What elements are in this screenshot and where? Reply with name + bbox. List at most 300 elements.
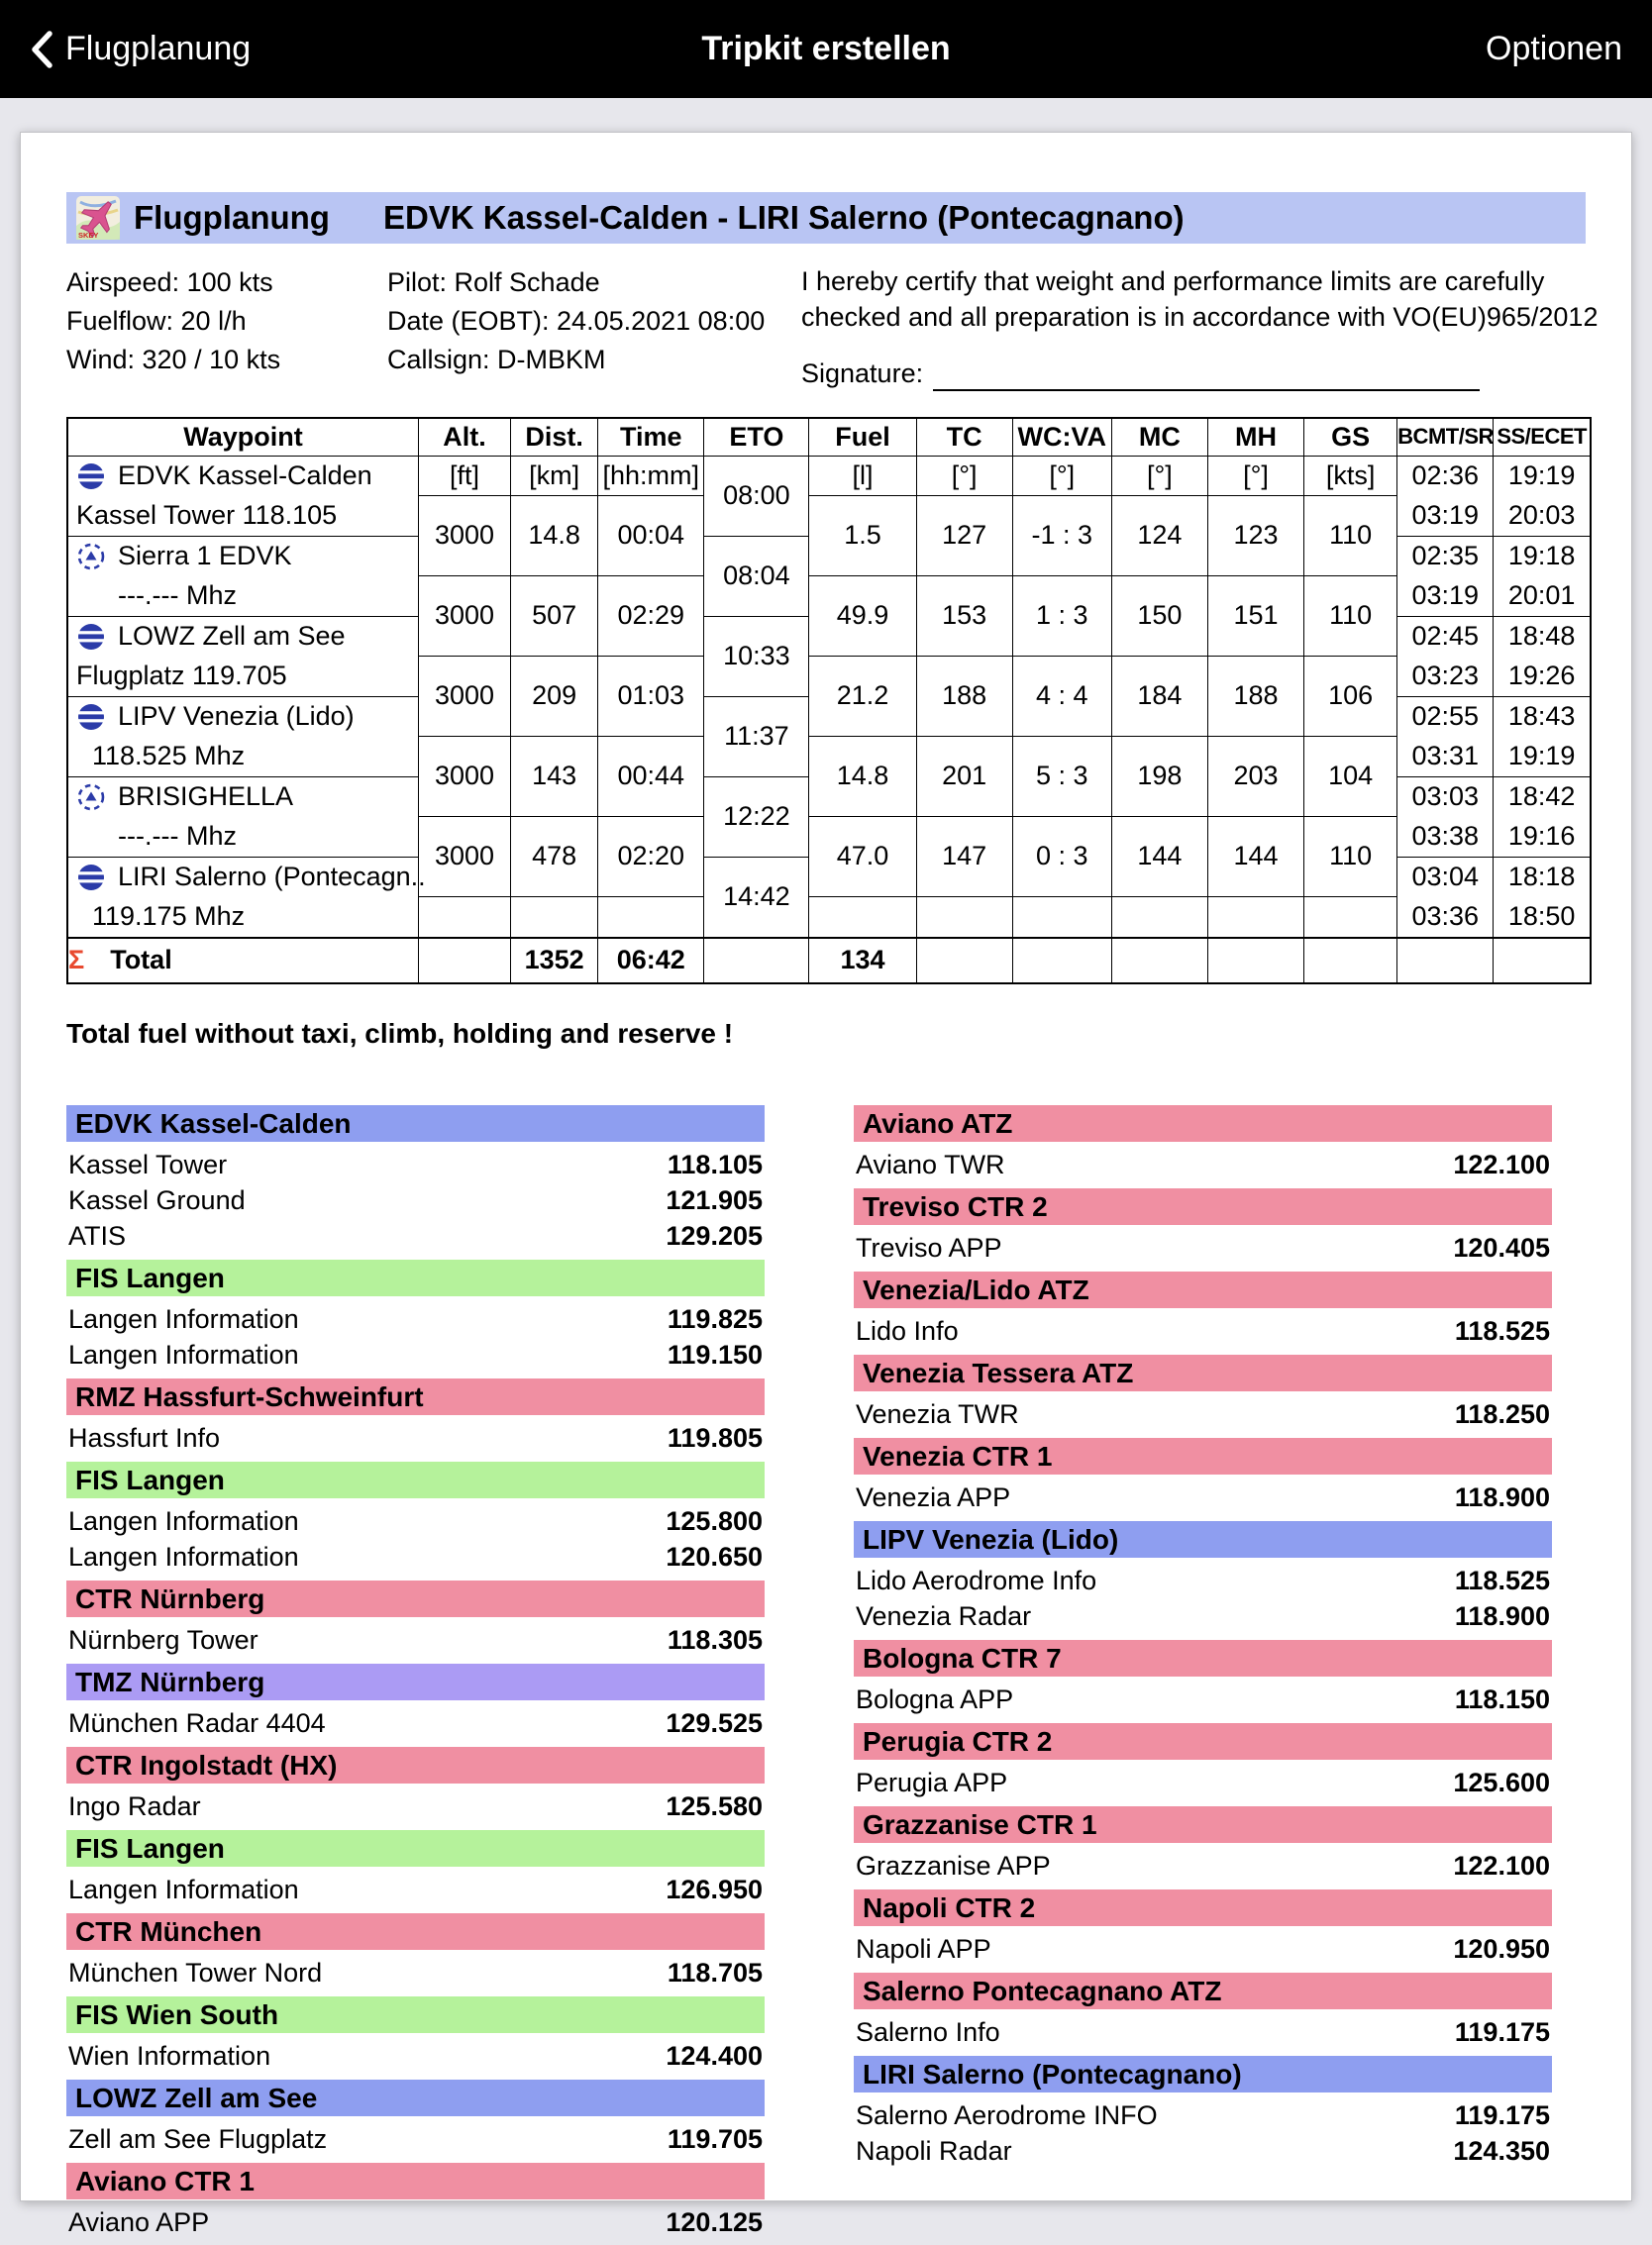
- freq-row: [66, 1147, 765, 1182]
- ss-ecet-cell: [1494, 857, 1591, 938]
- freq-value: 118.525: [1454, 1315, 1550, 1346]
- col-header-dist: Dist.: [511, 418, 598, 456]
- leg-wcva: -1 : 3: [1012, 495, 1111, 575]
- sr-value: 03:31: [1411, 741, 1480, 770]
- svg-text:SKEY: SKEY: [78, 231, 99, 240]
- freq-section: [854, 1889, 1552, 1967]
- page-title: Tripkit erstellen: [701, 30, 951, 67]
- freq-section: [854, 1640, 1552, 1717]
- freq-section-header: FIS Langen: [66, 1830, 765, 1867]
- unit-dist: [km]: [511, 456, 598, 495]
- chevron-left-icon: [30, 30, 53, 69]
- freq-section-header: LIRI Salerno (Pontecagnano): [854, 2056, 1552, 2092]
- freq-station-name: Hassfurt Info: [68, 1422, 221, 1453]
- signature-line: [933, 361, 1480, 391]
- bcmt-sr-cell: [1397, 616, 1494, 696]
- reporting-point-icon: [76, 782, 106, 812]
- ecet-value: 19:16: [1507, 821, 1576, 851]
- freq-section: [854, 1188, 1552, 1266]
- ss-ecet-cell: [1494, 536, 1591, 616]
- freq-station-name: Zell am See Flugplatz: [68, 2123, 328, 2154]
- ss-ecet-cell: [1494, 616, 1591, 696]
- freq-value: 121.905: [666, 1184, 763, 1215]
- freq-row: [66, 2121, 765, 2157]
- col-header-mc: MC: [1111, 418, 1207, 456]
- leg-wcva: 1 : 3: [1012, 575, 1111, 656]
- freq-value: 119.705: [667, 2123, 763, 2154]
- freq-value: 120.125: [666, 2206, 763, 2237]
- freq-row: [66, 1539, 765, 1575]
- leg-alt: 3000: [418, 736, 510, 816]
- freq-value: 126.950: [666, 1874, 763, 1904]
- total-label-cell: [67, 938, 418, 983]
- options-button[interactable]: Optionen: [1486, 30, 1622, 67]
- waypoint-name: EDVK Kassel-Calden: [118, 460, 372, 490]
- freq-row: [66, 1955, 765, 1990]
- leg-gs: 110: [1304, 816, 1397, 897]
- col-header-mh: MH: [1207, 418, 1303, 456]
- freq-row: [66, 1182, 765, 1218]
- freq-section: [854, 2056, 1552, 2169]
- airport-icon: [76, 863, 106, 892]
- col-header-bcmt-sr: BCMT/SR: [1397, 418, 1494, 456]
- freq-value: 119.825: [667, 1303, 763, 1334]
- freq-section: [854, 1806, 1552, 1884]
- freq-value: 118.105: [667, 1149, 763, 1179]
- ecet-value: 20:03: [1507, 500, 1576, 530]
- total-row: [67, 938, 1591, 983]
- ss-value: 19:18: [1507, 541, 1576, 570]
- waypoint-frequency: 119.175 Mhz: [92, 901, 246, 931]
- fuel-note: Total fuel without taxi, climb, holding and reserve !: [66, 1017, 734, 1049]
- freq-value: 120.950: [1453, 1933, 1550, 1964]
- ecet-value: 20:01: [1507, 580, 1576, 610]
- freq-value: 118.150: [1454, 1684, 1550, 1714]
- eto-value: 14:42: [704, 857, 809, 938]
- eto-value: 08:00: [704, 456, 809, 536]
- freq-row: [854, 1563, 1552, 1598]
- leg-tc: 201: [916, 736, 1012, 816]
- waypoint-cell: [67, 616, 418, 696]
- freq-section: [66, 1996, 765, 2074]
- leg-fuel: 14.8: [809, 736, 916, 816]
- leg-time: 02:20: [598, 816, 704, 897]
- unit-time: [hh:mm]: [598, 456, 704, 495]
- airport-icon: [76, 461, 106, 491]
- frequency-lists: [66, 1105, 1586, 2245]
- certify-text-line2: checked and all preparation is in accordance with VO(EU)965/2012: [801, 302, 1599, 332]
- leg-mc: 150: [1111, 575, 1207, 656]
- leg-time: 01:03: [598, 656, 704, 736]
- waypoint-name: LIPV Venezia (Lido): [118, 701, 355, 731]
- ss-value: 18:42: [1507, 781, 1576, 811]
- certify-text-line1: I hereby certify that weight and performance limits are carefully: [801, 266, 1545, 296]
- freq-value: 118.525: [1454, 1565, 1550, 1595]
- freq-row: [854, 1147, 1552, 1182]
- freq-station-name: Venezia TWR: [856, 1398, 1019, 1429]
- date-eobt-value: Date (EOBT): 24.05.2021 08:00: [387, 306, 766, 336]
- freq-row: [66, 1301, 765, 1337]
- unit-mh: [°]: [1207, 456, 1303, 495]
- leg-mc: 144: [1111, 816, 1207, 897]
- freq-section-header: CTR München: [66, 1913, 765, 1950]
- freq-value: 120.650: [666, 1541, 763, 1572]
- airspeed-value: Airspeed: 100 kts: [66, 267, 273, 297]
- freq-section: [66, 1105, 765, 1254]
- freq-station-name: Napoli APP: [856, 1933, 991, 1964]
- back-button[interactable]: [30, 30, 251, 69]
- leg-fuel: 21.2: [809, 656, 916, 736]
- leg-dist: 209: [511, 656, 598, 736]
- fuelflow-value: Fuelflow: 20 l/h: [66, 306, 247, 336]
- freq-section-header: Napoli CTR 2: [854, 1889, 1552, 1926]
- col-header-tc: TC: [916, 418, 1012, 456]
- leg-tc: 147: [916, 816, 1012, 897]
- freq-station-name: Napoli Radar: [856, 2135, 1012, 2166]
- leg-gs: 110: [1304, 495, 1397, 575]
- leg-tc: 188: [916, 656, 1012, 736]
- navlog-table: [66, 417, 1592, 984]
- freq-section: [854, 1521, 1552, 1634]
- sr-value: 03:19: [1411, 580, 1480, 610]
- freq-row: [854, 1765, 1552, 1800]
- leg-dist: 507: [511, 575, 598, 656]
- leg-mh: 144: [1207, 816, 1303, 897]
- unit-gs: [kts]: [1304, 456, 1397, 495]
- freq-section: [66, 1378, 765, 1456]
- unit-alt: [ft]: [418, 456, 510, 495]
- waypoint-name: BRISIGHELLA: [118, 781, 294, 811]
- freq-station-name: Aviano APP: [68, 2206, 210, 2237]
- col-header-waypoint: Waypoint: [67, 418, 418, 456]
- freq-section-header: Venezia CTR 1: [854, 1438, 1552, 1475]
- freq-row: [854, 1480, 1552, 1515]
- freq-row: [854, 2014, 1552, 2050]
- freq-section-header: Perugia CTR 2: [854, 1723, 1552, 1760]
- col-header-ss-ecet: SS/ECET: [1494, 418, 1591, 456]
- freq-value: 125.600: [1453, 1767, 1550, 1797]
- freq-station-name: ATIS: [68, 1220, 127, 1251]
- ecet-value: 19:26: [1507, 661, 1576, 690]
- bcmt-value: 03:03: [1411, 781, 1480, 811]
- freq-section-header: Grazzanise CTR 1: [854, 1806, 1552, 1843]
- waypoint-cell: [67, 857, 426, 938]
- doc-header: [66, 192, 1586, 244]
- leg-dist: 143: [511, 736, 598, 816]
- freq-station-name: Kassel Ground: [68, 1184, 246, 1215]
- doc-route-title: EDVK Kassel-Calden - LIRI Salerno (Pontecagnano): [382, 199, 1185, 236]
- waypoint-cell: [67, 456, 418, 536]
- bcmt-value: 02:36: [1411, 460, 1480, 490]
- ss-ecet-cell: [1494, 776, 1591, 857]
- leg-mh: 123: [1207, 495, 1303, 575]
- freq-section-header: LOWZ Zell am See: [66, 2080, 765, 2116]
- details-pilot-column: [387, 263, 801, 391]
- freq-station-name: Langen Information: [68, 1303, 299, 1334]
- freq-value: 120.405: [1453, 1232, 1550, 1263]
- freq-station-name: Perugia APP: [856, 1767, 1008, 1797]
- freq-station-name: Langen Information: [68, 1505, 299, 1536]
- freq-section-header: FIS Langen: [66, 1260, 765, 1296]
- freq-row: [66, 1705, 765, 1741]
- freq-value: 118.705: [667, 1957, 763, 1988]
- waypoint-frequency: ---.--- Mhz: [118, 580, 237, 610]
- airport-icon: [76, 622, 106, 652]
- freq-section-header: Treviso CTR 2: [854, 1188, 1552, 1225]
- freq-station-name: Venezia APP: [856, 1481, 1011, 1512]
- waypoint-name: LIRI Salerno (Pontecagn..: [118, 862, 426, 891]
- freq-value: 122.100: [1453, 1850, 1550, 1881]
- leg-mh: 188: [1207, 656, 1303, 736]
- freq-station-name: Nürnberg Tower: [68, 1624, 258, 1655]
- bcmt-value: 02:45: [1411, 621, 1480, 651]
- freq-section-header: Aviano CTR 1: [66, 2163, 765, 2199]
- col-header-fuel: Fuel: [809, 418, 916, 456]
- freq-row: [854, 1396, 1552, 1432]
- waypoint-frequency: Kassel Tower 118.105: [76, 500, 338, 530]
- top-navbar: [0, 0, 1652, 98]
- leg-mc: 124: [1111, 495, 1207, 575]
- flight-details: [66, 263, 1599, 391]
- leg-alt: 3000: [418, 656, 510, 736]
- freq-row: [66, 1872, 765, 1907]
- freq-section-header: CTR Nürnberg: [66, 1581, 765, 1617]
- freq-section: [854, 1438, 1552, 1515]
- freq-section-header: Aviano ATZ: [854, 1105, 1552, 1142]
- waypoint-cell: [67, 536, 418, 616]
- details-performance-column: [66, 263, 387, 391]
- waypoint-cell: [67, 776, 418, 857]
- sr-value: 03:23: [1411, 661, 1480, 690]
- app-logo-icon: [76, 196, 120, 240]
- reporting-point-icon: [76, 542, 106, 571]
- freq-station-name: Lido Info: [856, 1315, 959, 1346]
- unit-tc: [°]: [916, 456, 1012, 495]
- freq-section-header: Salerno Pontecagnano ATZ: [854, 1973, 1552, 2009]
- total-label: Total: [110, 945, 172, 974]
- eto-value: 10:33: [704, 616, 809, 696]
- freq-value: 125.580: [666, 1790, 763, 1821]
- freq-value: 118.900: [1454, 1481, 1550, 1512]
- bcmt-sr-cell: [1397, 857, 1494, 938]
- leg-tc: 153: [916, 575, 1012, 656]
- bcmt-sr-cell: [1397, 696, 1494, 776]
- waypoint-frequency: ---.--- Mhz: [118, 821, 237, 851]
- ss-ecet-cell: [1494, 696, 1591, 776]
- doc-app-title: Flugplanung: [134, 199, 330, 236]
- wind-value: Wind: 320 / 10 kts: [66, 345, 281, 374]
- frequency-column-right: [854, 1105, 1552, 2245]
- freq-value: 119.805: [667, 1422, 763, 1453]
- freq-section: [66, 2080, 765, 2157]
- freq-station-name: Lido Aerodrome Info: [856, 1565, 1097, 1595]
- freq-section: [854, 1973, 1552, 2050]
- bcmt-sr-cell: [1397, 536, 1494, 616]
- freq-section-header: LIPV Venezia (Lido): [854, 1521, 1552, 1558]
- ecet-value: 19:19: [1507, 741, 1576, 770]
- freq-row: [854, 2133, 1552, 2169]
- freq-station-name: München Radar 4404: [68, 1707, 326, 1738]
- eto-value: 08:04: [704, 536, 809, 616]
- freq-station-name: Kassel Tower: [68, 1149, 228, 1179]
- freq-station-name: Venezia Radar: [856, 1600, 1032, 1631]
- unit-wcva: [°]: [1012, 456, 1111, 495]
- freq-value: 125.800: [666, 1505, 763, 1536]
- waypoint-frequency: 118.525 Mhz: [92, 741, 246, 770]
- freq-section: [854, 1105, 1552, 1182]
- freq-section-header: RMZ Hassfurt-Schweinfurt: [66, 1378, 765, 1415]
- leg-gs: 106: [1304, 656, 1397, 736]
- freq-row: [854, 1598, 1552, 1634]
- freq-section-header: CTR Ingolstadt (HX): [66, 1747, 765, 1784]
- sr-value: 03:38: [1411, 821, 1480, 851]
- frequency-column-left: [66, 1105, 765, 2245]
- bcmt-value: 02:55: [1411, 701, 1480, 731]
- freq-station-name: Grazzanise APP: [856, 1850, 1051, 1881]
- freq-station-name: München Tower Nord: [68, 1957, 323, 1988]
- sigma-icon: Σ: [68, 945, 85, 974]
- navlog-header-row: [67, 418, 1591, 456]
- freq-value: 129.525: [666, 1707, 763, 1738]
- back-button-label: Flugplanung: [65, 30, 252, 67]
- ss-ecet-cell: [1494, 456, 1591, 536]
- total-fuel: 134: [809, 938, 916, 983]
- freq-value: 119.175: [1454, 2016, 1550, 2047]
- freq-value: 118.305: [667, 1624, 763, 1655]
- bcmt-value: 02:35: [1411, 541, 1480, 570]
- freq-station-name: Bologna APP: [856, 1684, 1014, 1714]
- leg-mh: 203: [1207, 736, 1303, 816]
- freq-station-name: Salerno Info: [856, 2016, 1000, 2047]
- freq-section: [66, 1581, 765, 1658]
- sr-value: 03:36: [1411, 901, 1480, 931]
- ss-value: 19:19: [1507, 460, 1576, 490]
- total-dist: 1352: [511, 938, 598, 983]
- eto-value: 12:22: [704, 776, 809, 857]
- freq-section: [854, 1272, 1552, 1349]
- freq-station-name: Langen Information: [68, 1339, 299, 1370]
- unit-fuel: [l]: [809, 456, 916, 495]
- ecet-value: 18:50: [1507, 901, 1576, 931]
- col-header-eto: ETO: [704, 418, 809, 456]
- certification-block: [801, 263, 1598, 391]
- freq-section-header: TMZ Nürnberg: [66, 1664, 765, 1700]
- leg-fuel: 47.0: [809, 816, 916, 897]
- freq-row: [854, 1848, 1552, 1884]
- leg-dist: 14.8: [511, 495, 598, 575]
- freq-section-header: FIS Langen: [66, 1462, 765, 1498]
- freq-row: [854, 1682, 1552, 1717]
- freq-row: [66, 1788, 765, 1824]
- airport-icon: [76, 702, 106, 732]
- freq-section: [854, 1723, 1552, 1800]
- waypoint-cell: [67, 696, 418, 776]
- leg-gs: 104: [1304, 736, 1397, 816]
- col-header-time: Time: [598, 418, 704, 456]
- leg-mc: 198: [1111, 736, 1207, 816]
- waypoint-frequency: Flugplatz 119.705: [76, 661, 287, 690]
- freq-station-name: Treviso APP: [856, 1232, 1002, 1263]
- leg-fuel: 49.9: [809, 575, 916, 656]
- freq-station-name: Langen Information: [68, 1874, 299, 1904]
- total-time: 06:42: [598, 938, 704, 983]
- freq-row: [854, 2097, 1552, 2133]
- freq-row: [854, 1230, 1552, 1266]
- sr-value: 03:19: [1411, 500, 1480, 530]
- signature-label: Signature:: [801, 358, 924, 388]
- ss-value: 18:18: [1507, 862, 1576, 891]
- freq-section: [66, 1830, 765, 1907]
- freq-section: [66, 1913, 765, 1990]
- freq-row: [854, 1313, 1552, 1349]
- freq-station-name: Ingo Radar: [68, 1790, 201, 1821]
- freq-row: [854, 1931, 1552, 1967]
- leg-tc: 127: [916, 495, 1012, 575]
- pilot-value: Pilot: Rolf Schade: [387, 267, 600, 297]
- leg-fuel: 1.5: [809, 495, 916, 575]
- callsign-value: Callsign: D-MBKM: [387, 345, 606, 374]
- freq-row: [66, 2038, 765, 2074]
- bcmt-value: 03:04: [1411, 862, 1480, 891]
- freq-value: 119.175: [1454, 2099, 1550, 2130]
- freq-section: [66, 2163, 765, 2240]
- freq-section: [66, 1260, 765, 1373]
- leg-alt: 3000: [418, 575, 510, 656]
- freq-value: 122.100: [1453, 1149, 1550, 1179]
- freq-section-header: Venezia/Lido ATZ: [854, 1272, 1552, 1308]
- freq-section: [66, 1664, 765, 1741]
- freq-value: 118.900: [1454, 1600, 1550, 1631]
- bcmt-sr-cell: [1397, 456, 1494, 536]
- freq-row: [66, 1503, 765, 1539]
- waypoint-name: LOWZ Zell am See: [118, 621, 346, 651]
- freq-row: [66, 2204, 765, 2240]
- leg-dist: 478: [511, 816, 598, 897]
- freq-section-header: Bologna CTR 7: [854, 1640, 1552, 1677]
- leg-time: 00:44: [598, 736, 704, 816]
- leg-alt: 3000: [418, 816, 510, 897]
- freq-value: 118.250: [1454, 1398, 1550, 1429]
- leg-time: 02:29: [598, 575, 704, 656]
- freq-value: 124.350: [1453, 2135, 1550, 2166]
- ss-value: 18:43: [1507, 701, 1576, 731]
- leg-time: 00:04: [598, 495, 704, 575]
- freq-station-name: Salerno Aerodrome INFO: [856, 2099, 1158, 2130]
- freq-row: [66, 1337, 765, 1373]
- freq-section: [854, 1355, 1552, 1432]
- freq-station-name: Wien Information: [68, 2040, 271, 2071]
- waypoint-name: Sierra 1 EDVK: [118, 541, 292, 570]
- leg-mc: 184: [1111, 656, 1207, 736]
- freq-row: [66, 1420, 765, 1456]
- freq-section-header: EDVK Kassel-Calden: [66, 1105, 765, 1142]
- freq-station-name: Aviano TWR: [856, 1149, 1005, 1179]
- freq-section: [66, 1462, 765, 1575]
- bcmt-sr-cell: [1397, 776, 1494, 857]
- freq-row: [66, 1218, 765, 1254]
- col-header-wcva: WC:VA: [1012, 418, 1111, 456]
- leg-wcva: 4 : 4: [1012, 656, 1111, 736]
- freq-section: [66, 1747, 765, 1824]
- freq-section-header: Venezia Tessera ATZ: [854, 1355, 1552, 1391]
- col-header-alt: Alt.: [418, 418, 510, 456]
- freq-row: [66, 1622, 765, 1658]
- freq-value: 129.205: [666, 1220, 763, 1251]
- leg-wcva: 0 : 3: [1012, 816, 1111, 897]
- leg-mh: 151: [1207, 575, 1303, 656]
- col-header-gs: GS: [1304, 418, 1397, 456]
- freq-value: 124.400: [666, 2040, 763, 2071]
